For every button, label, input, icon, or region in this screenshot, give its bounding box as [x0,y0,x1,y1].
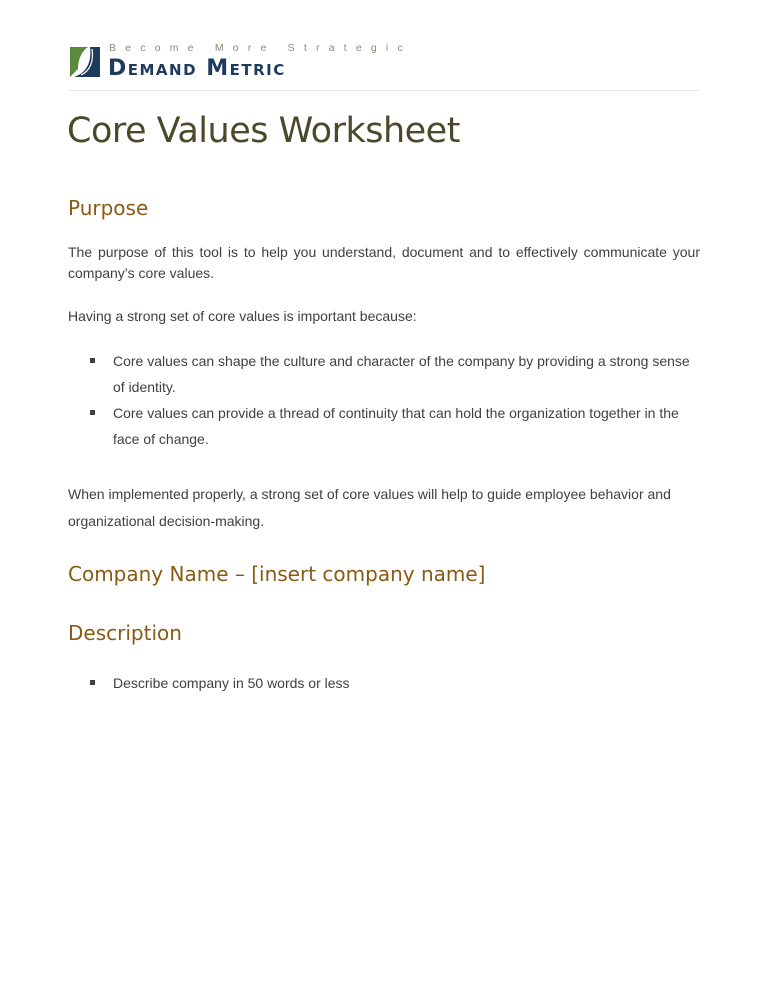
list-item [90,670,690,696]
importance-bullet-list [90,348,690,452]
bullet-square-icon [90,680,95,685]
bullet-text: Describe company in 50 words or less [113,675,350,691]
demand-metric-logo [68,42,412,82]
bullet-text: Core values can shape the culture and character of the company by providing a strong sense of identity. [113,353,690,395]
purpose-paragraph: The purpose of this tool is to help you understand, document and to effectively communicate your company’s core values. [68,244,700,281]
list-item [90,348,690,400]
bullet-square-icon [90,410,95,415]
company-name-heading: Company Name – [insert company name] [68,562,486,586]
list-item [90,400,690,452]
description-bullet-list [90,670,690,696]
importance-intro: Having a strong set of core values is important because: [68,308,417,324]
brand-name [108,56,286,81]
header-divider [68,90,700,91]
demand-metric-logo-icon [68,45,102,79]
brand-name-text: Demand Metric [108,56,286,81]
bullet-square-icon [90,358,95,363]
tagline: Become More Strategic [109,42,412,54]
document-title: Core Values Worksheet [67,111,460,151]
implementation-paragraph: When implemented properly, a strong set of core values will help to guide employee behavior and organizational decision-making. [68,486,671,529]
description-heading: Description [68,621,182,645]
bullet-text: Core values can provide a thread of continuity that can hold the organization together in the face of change. [113,405,679,447]
purpose-heading: Purpose [68,196,149,220]
